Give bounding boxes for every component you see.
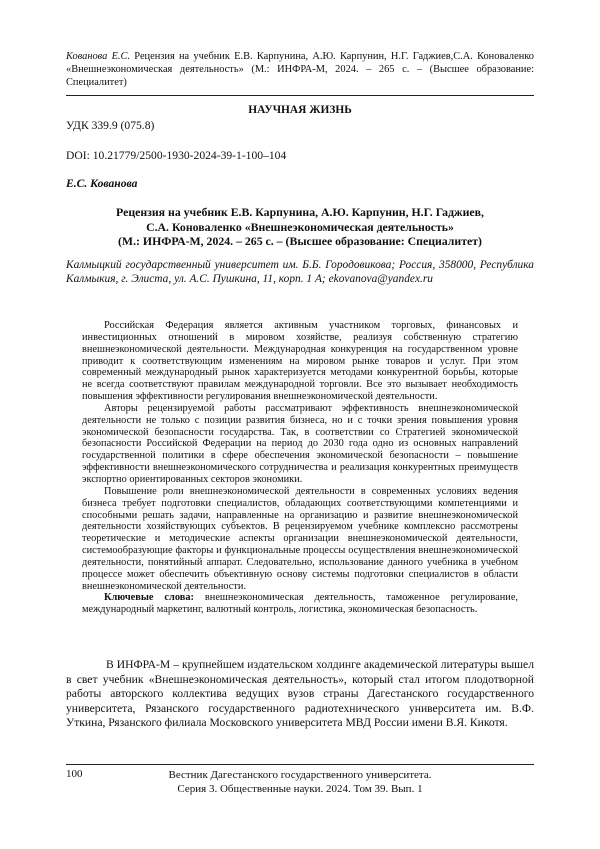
journal-line-1: Вестник Дагестанского государственного университета.	[168, 769, 432, 781]
citation-header	[66, 50, 534, 90]
citation-text: Рецензия на учебник Е.В. Карпунина, А.Ю. Карпунин, Н.Г. Гаджиев,С.А. Коноваленко «Внешнеэкономическая деятельность» (М.: ИНФРА-М, 2024. – 265 с. – (Высшее образование: Специалитет)	[66, 51, 534, 89]
keywords	[82, 592, 518, 616]
journal-line-2: Серия 3. Общественные науки. 2024. Том 39. Вып. 1	[177, 783, 423, 795]
title-line-2: С.А. Коноваленко «Внешнеэкономическая деятельность»	[146, 219, 454, 234]
keywords-label: Ключевые слова:	[104, 592, 194, 604]
page-number: 100	[66, 768, 83, 780]
article-title	[90, 205, 510, 249]
author-affiliation: Калмыцкий государственный университет им. Б.Б. Городовикова; Россия, 358000, Республика Калмыкия, г. Элиста, ул. А.С. Пушкина, 11, корп. 1 А; ekovanova@yandex.ru	[66, 259, 534, 286]
section-title: НАУЧНАЯ ЖИЗНЬ	[248, 104, 352, 116]
title-line-1: Рецензия на учебник Е.В. Карпунина, А.Ю. Карпунин, Н.Г. Гаджиев,	[116, 205, 484, 219]
udk-code: УДК 339.9 (075.8)	[66, 119, 155, 132]
abstract-paragraph-1: Российская Федерация является активным участником торговых, финансовых и инвестиционных отношений в мировом хозяйстве, реализуя собственную стратегию внешнеэкономической деятельности. Международная конкуренция на государственном уровне приводит к соответствующим изменениям на мировом рынке товаров и услуг. При этом современный международный рынок характеризуется методами конкурентной борьбы, которые не всегда соответствуют правилам международной торговли. Все это вызывает необходимость повышения эффективности регулирования внешнеэкономической деятельности.	[82, 320, 518, 403]
doi: DOI: 10.21779/2500-1930-2024-39-1-100–104	[66, 149, 287, 162]
journal-footer	[150, 768, 450, 796]
abstract-paragraph-2: Авторы рецензируемой работы рассматривают эффективность внешнеэкономической деятельности не только с позиции развития бизнеса, но и с точки зрения повышения уровня экономической безопасности государства. Так, в соответствии со Стратегией экономической безопасности Российской Федерации на период до 2030 года одно из основных направлений государственной политики в сфере обеспечения экономической безопасности – повышение эффективности внешнеэкономического сотрудничества и реализация конкурентных преимуществ экспортно ориентированных секторов экономики.	[82, 402, 518, 485]
title-line-3: (М.: ИНФРА-М, 2024. – 265 с. – (Высшее образование: Специалитет)	[118, 234, 482, 249]
author-name: Е.С. Кованова	[66, 177, 138, 190]
abstract-paragraph-3: Повышение роли внешнеэкономической деятельности в современных условиях ведения бизнеса требует подготовки специалистов, обладающих соответствующими компетенциями и способными решать задачи, направленные на организацию и развитие внешнеэкономической деятельности хозяйствующих субъектов. В рецензируемом учебнике комплексно рассмотрены теоретические и методические аспекты организации внешнеэкономической деятельности, системообразующие факторы и функциональные процессы осуществления внешнеэкономической деятельности, понятийный аппарат. Следовательно, использование данного учебника в учебном процессе может обеспечить объективную основу системы подготовки специалистов в области внешнеэкономической деятельности.	[82, 485, 518, 592]
keywords-text: внешнеэкономическая деятельность, таможенное регулирование, международный маркетинг, валютный контроль, логистика, экономическая безопасность.	[82, 592, 518, 616]
abstract	[82, 320, 518, 616]
body-paragraph-1: В ИНФРА-М – крупнейшем издательском холдинге академической литературы вышел в свет учебник «Внешнеэкономическая деятельность», который стал итогом плодотворной работы авторского коллектива ведущих вузов страны Дагестанского государственного университета, Рязанского государственного радиотехнического университета им. В.Ф. Уткина, Рязанского филиала Московского университета МВД России имени В.Я. Кикотя.	[66, 658, 534, 730]
citation-author: Кованова Е.С.	[66, 51, 131, 62]
body-text	[66, 658, 534, 731]
header-rule	[66, 95, 534, 96]
footer-rule	[66, 764, 534, 765]
